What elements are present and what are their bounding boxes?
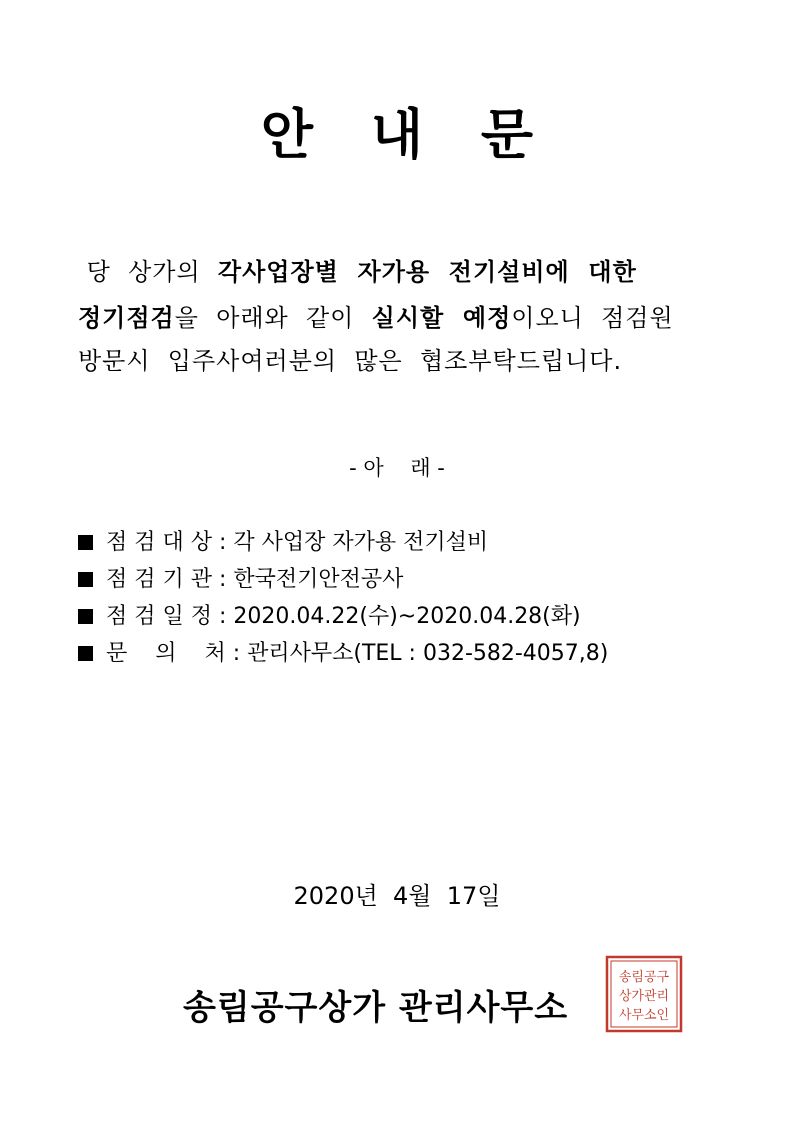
- notice-paragraph-line-3: [78, 341, 718, 381]
- detail-item-agency: [78, 561, 608, 598]
- square-bullet-icon: [78, 535, 93, 550]
- notice-paragraph-line-2: [78, 298, 718, 338]
- detail-separator: :: [225, 641, 248, 666]
- paragraph-text: 방문시 입주사여러분의 많은 협조부탁드립니다.: [78, 347, 623, 375]
- seal-text-2: 상가관리: [618, 989, 670, 1004]
- detail-value: 2020.04.22(수)~2020.04.28(화): [233, 604, 581, 629]
- detail-value: 각 사업장 자가용 전기설비: [233, 530, 489, 555]
- below-heading: - 아 래 -: [349, 456, 445, 480]
- emphasized-text: 정기점검: [78, 304, 175, 332]
- title-char-3: 문: [480, 103, 534, 166]
- paragraph-text: 당 상가의: [78, 258, 218, 286]
- detail-separator: :: [212, 567, 234, 592]
- page-title: [0, 92, 794, 169]
- notice-paragraph-line-1: [78, 252, 718, 292]
- official-seal-icon: [605, 955, 683, 1033]
- square-bullet-icon: [78, 646, 93, 661]
- detail-item-contact: [78, 635, 608, 672]
- emphasized-text: 각사업장별 자가용 전기설비에 대한: [217, 258, 637, 286]
- detail-label: 문 의 처: [106, 641, 226, 666]
- square-bullet-icon: [78, 609, 93, 624]
- title-char-1: 안: [260, 103, 314, 166]
- detail-label: 점 검 기 관: [106, 567, 212, 592]
- emphasized-text: 실시할 예정: [371, 304, 512, 332]
- issue-date: 2020년 4월 17일: [293, 882, 501, 910]
- detail-item-schedule: [78, 598, 608, 635]
- detail-item-target: [78, 524, 608, 561]
- paragraph-text: 이오니 점검원: [511, 304, 674, 332]
- square-bullet-icon: [78, 572, 93, 587]
- seal-text-3: 사무소인: [618, 1008, 670, 1023]
- paragraph-text: 을 아래와 같이: [174, 304, 372, 332]
- detail-list: [78, 524, 608, 672]
- detail-label: 점 검 대 상: [106, 530, 212, 555]
- title-char-2: 내: [370, 103, 424, 166]
- seal-text-1: 송림공구: [618, 970, 670, 985]
- detail-value: 한국전기안전공사: [233, 567, 404, 592]
- signature-office: 송림공구상가 관리사무소: [183, 988, 569, 1028]
- detail-value: 관리사무소(TEL : 032-582-4057,8): [247, 641, 609, 666]
- detail-separator: :: [212, 604, 234, 629]
- detail-label: 점 검 일 정: [106, 604, 212, 629]
- detail-separator: :: [212, 530, 234, 555]
